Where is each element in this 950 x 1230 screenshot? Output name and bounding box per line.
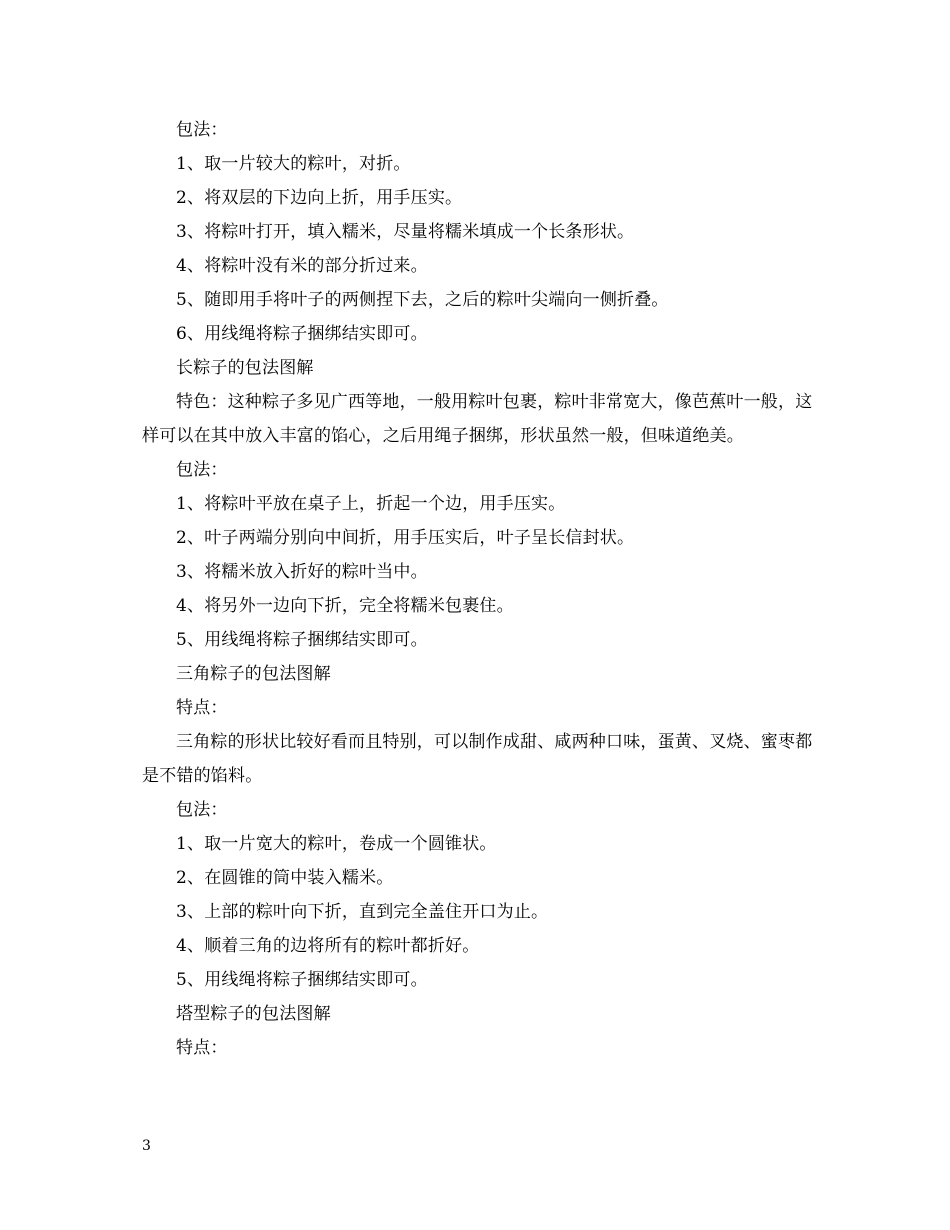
section-heading: 长粽子的包法图解 [176,358,314,378]
paragraph: 6、用线绳将粽子捆绑结实即可。 [176,324,428,344]
paragraph: 5、用线绳将粽子捆绑结实即可。 [176,970,428,990]
page-number: 3 [142,1138,151,1154]
paragraph: 1、取一片较大的粽叶，对折。 [176,154,411,174]
paragraph: 特点： [176,698,228,718]
paragraph: 三角粽的形状比较好看而且特别，可以制作成甜、咸两种口味，蛋黄、叉烧、蜜枣都是不错的馅料。 [142,732,813,786]
paragraph: 2、在圆锥的筒中装入糯米。 [176,868,394,888]
section-heading: 塔型粽子的包法图解 [176,1004,331,1024]
paragraph: 4、将粽叶没有米的部分折过来。 [176,256,428,276]
document-body [142,113,817,1065]
paragraph: 3、将粽叶打开，填入糯米，尽量将糯米填成一个长条形状。 [176,222,635,242]
paragraph: 4、顺着三角的边将所有的粽叶都折好。 [176,936,480,956]
section-heading: 三角粽子的包法图解 [176,664,331,684]
paragraph: 特点： [176,1038,228,1058]
paragraph: 2、将双层的下边向上折，用手压实。 [176,188,463,208]
paragraph: 5、用线绳将粽子捆绑结实即可。 [176,630,428,650]
paragraph: 1、将粽叶平放在桌子上，折起一个边，用手压实。 [176,494,566,514]
paragraph: 5、随即用手将叶子的两侧捏下去，之后的粽叶尖端向一侧折叠。 [176,290,669,310]
paragraph: 包法： [176,120,228,140]
paragraph: 包法： [176,460,228,480]
paragraph: 2、叶子两端分别向中间折，用手压实后，叶子呈长信封状。 [176,528,635,548]
paragraph: 3、上部的粽叶向下折，直到完全盖住开口为止。 [176,902,549,922]
paragraph: 特色：这种粽子多见广西等地，一般用粽叶包裹，粽叶非常宽大，像芭蕉叶一般，这样可以在其中放入丰富的馅心，之后用绳子捆绑，形状虽然一般，但味道绝美。 [142,392,813,446]
paragraph: 4、将另外一边向下折，完全将糯米包裹住。 [176,596,514,616]
paragraph: 包法： [176,800,228,820]
paragraph: 1、取一片宽大的粽叶，卷成一个圆锥状。 [176,834,497,854]
paragraph: 3、将糯米放入折好的粽叶当中。 [176,562,428,582]
